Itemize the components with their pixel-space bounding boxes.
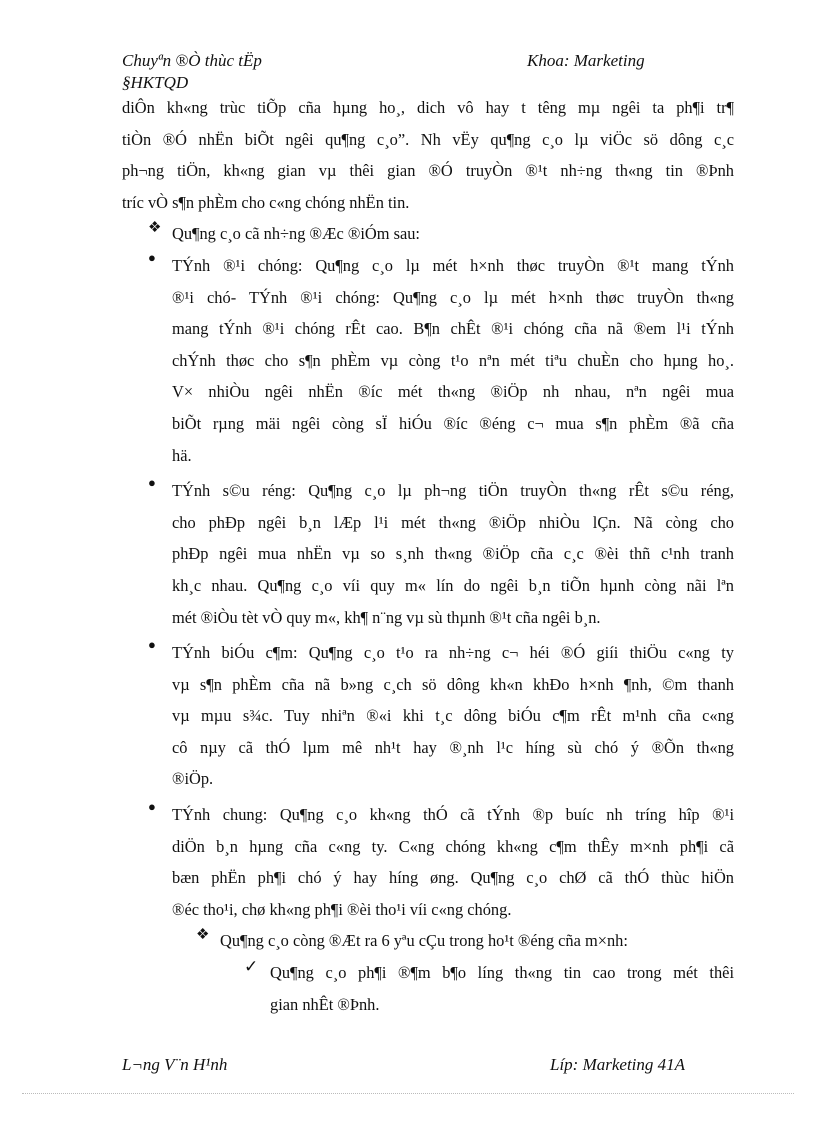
bullet-line: vµ s¶n phÈm cña nã b»ng c¸ch sö dông kh«n khÐo h×nh ¶nh, ©m thanh xyxy=(172,674,734,694)
intro-line: diÔn kh«ng trùc tiÕp cña hµng ho¸, dich vô hay t têng mµ ngêi ta ph¶i tr¶ xyxy=(122,98,734,117)
bullet-line: vµ mµu s¾c. Tuy nhiªn ®«i khi t¸c dông biÓu c¶m rÊt m¹nh cña c«ng xyxy=(172,706,734,726)
round-bullet-icon: ● xyxy=(148,475,156,491)
intro-paragraph xyxy=(122,92,734,218)
intro-line: tríc vÒ s¶n phÈm cho c«ng chóng nhËn tin. xyxy=(122,192,410,212)
features-heading: Qu¶ng c¸o cã nh÷ng ®Æc ®iÓm sau: xyxy=(172,224,420,244)
bullet-line: ®éc tho¹i, chø kh«ng ph¶i ®èi tho¹i víi c«ng chóng. xyxy=(172,899,512,919)
bullet-line: chÝnh thøc cho s¶n phÈm vµ còng t¹o nªn mét tiªu chuÈn cho hµng ho¸. xyxy=(172,350,734,370)
bullet-line: mét ®iÒu tèt vÒ quy m«, kh¶ n¨ng vµ sù thµnh ®¹t cña ngêi b¸n. xyxy=(172,607,601,627)
bullet-line: hä. xyxy=(172,445,192,465)
features-heading-item xyxy=(148,218,734,250)
round-bullet-icon: ● xyxy=(148,637,156,653)
header-chapter-title: Chuyªn ®Ò thùc tËp xyxy=(122,51,262,70)
intro-line: tiÒn ®Ó nhËn biÕt ngêi qu¶ng c¸o”. Nh vËy qu¶ng c¸o lµ viÖc sö dông c¸c xyxy=(122,129,734,149)
bullet-line: cho phÐp ngêi b¸n lÆp l¹i mét th«ng ®iÖp nhiÒu lÇn. Nã còng cho xyxy=(172,512,734,532)
bullet-line: bæn phËn ph¶i chó ý hay híng øng. Qu¶ng c¸o chØ cã thÓ thùc hiÖn xyxy=(172,868,734,888)
bullet-line: TÝnh biÓu c¶m: Qu¶ng c¸o t¹o ra nh÷ng c¬ héi ®Ó giíi thiÖu c«ng ty xyxy=(172,643,734,663)
bullet-line: TÝnh chung: Qu¶ng c¸o kh«ng thÓ cã tÝnh ®p buíc nh tríng hîp ®¹i xyxy=(172,805,734,825)
page-bottom-divider xyxy=(22,1093,794,1094)
bullet-line: ®¹i chó- TÝnh ®¹i chóng: Qu¶ng c¸o lµ mét h×nh thøc truyÒn th«ng xyxy=(172,287,734,307)
diamond-bullet-icon: ❖ xyxy=(196,927,210,944)
page-header-left xyxy=(122,50,262,94)
bullet-item-depth xyxy=(148,475,734,633)
requirements-heading: Qu¶ng c¸o còng ®Æt ra 6 yªu cÇu trong ho¹t ®éng cña m×nh: xyxy=(220,931,628,951)
bullet-line: phÐp ngêi mua nhËn vµ so s¸nh th«ng ®iÖp cña c¸c ®èi thñ c¹nh tranh xyxy=(172,544,734,564)
bullet-line: V× nhiÒu ngêi nhËn ®íc mét th«ng ®iÖp nh nhau, nªn ngêi mua xyxy=(172,382,734,402)
round-bullet-icon: ● xyxy=(148,249,156,265)
footer-class: Líp: Marketing 41A xyxy=(550,1055,686,1074)
requirement-line: Qu¶ng c¸o ph¶i ®¶m b¶o líng th«ng tin cao trong mét thêi xyxy=(270,963,734,983)
round-bullet-icon: ● xyxy=(148,799,156,815)
bullet-line: biÕt rµng mäi ngêi còng sÏ hiÓu ®íc ®éng c¬ mua s¶n phÈm ®ã cña xyxy=(172,413,734,433)
bullet-line: TÝnh ®¹i chóng: Qu¶ng c¸o lµ mét h×nh thøc truyÒn ®¹t mang tÝnh xyxy=(172,255,734,275)
bullet-item-mass xyxy=(148,249,734,471)
intro-line: ph¬ng tiÖn, kh«ng gian vµ thêi gian ®Ó truyÒn ®¹t nh÷ng th«ng tin ®Þnh xyxy=(122,161,734,181)
diamond-bullet-icon: ❖ xyxy=(148,220,162,237)
bullet-line: mang tÝnh ®¹i chóng rÊt cao. B¶n chÊt ®¹i chóng cña nã ®em l¹i tÝnh xyxy=(172,319,734,339)
requirements-heading-item xyxy=(196,925,734,957)
bullet-line: cô nµy cã thÓ lµm mê nh¹t hay ®¸nh l¹c híng sù chó ý ®Õn th«ng xyxy=(172,737,734,757)
header-faculty: Khoa: Marketing xyxy=(527,51,645,70)
checkmark-icon: ✓ xyxy=(244,957,259,977)
requirement-item xyxy=(244,957,734,1020)
document-body xyxy=(122,92,734,1020)
bullet-line: diÖn b¸n hµng cña c«ng ty. C«ng chóng kh«ng c¶m thÊy m×nh ph¶i cã xyxy=(172,836,734,856)
bullet-line: ®iÖp. xyxy=(172,769,214,789)
bullet-item-impersonal xyxy=(148,799,734,925)
bullet-line: TÝnh s©u réng: Qu¶ng c¸o lµ ph¬ng tiÖn truyÒn th«ng rÊt s©u réng, xyxy=(172,481,734,501)
header-university: §HKTQD xyxy=(122,73,189,92)
bullet-line: kh¸c nhau. Qu¶ng c¸o víi quy m« lín do ngêi b¸n tiÕn hµnh còng nãi lªn xyxy=(172,575,734,595)
bullet-item-expressive xyxy=(148,637,734,795)
footer-author: L¬ng V¨n H¹nh xyxy=(122,1055,228,1074)
requirement-line: gian nhÊt ®Þnh. xyxy=(270,994,380,1014)
